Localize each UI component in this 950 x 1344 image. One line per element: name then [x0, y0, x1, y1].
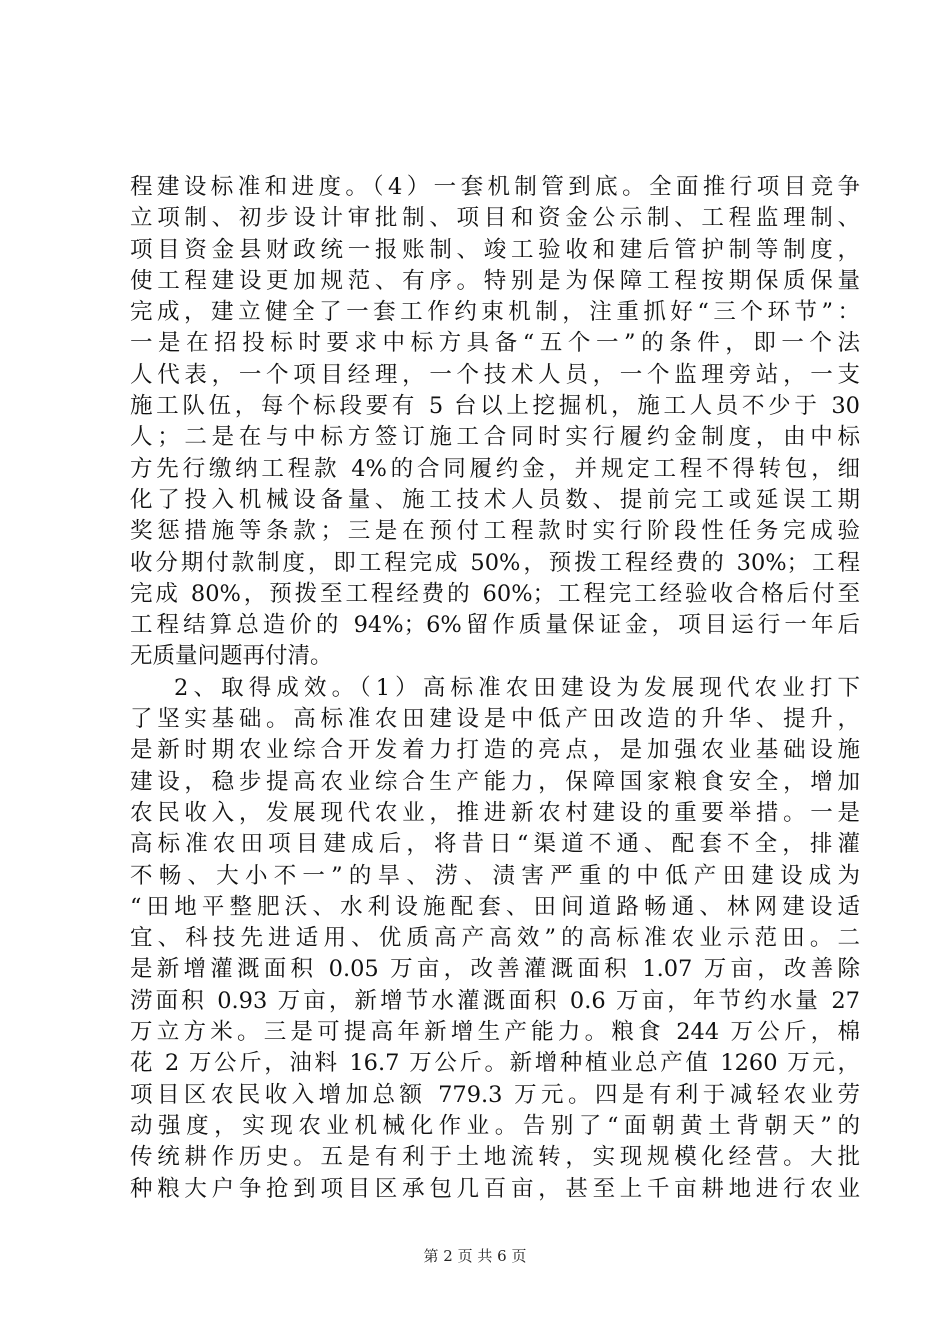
text-line: 无质量问题再付清。: [130, 643, 333, 670]
text-line: 花 2 万公斤，油料 16.7 万公斤。新增种植业总产值 1260 万元，: [130, 1050, 860, 1077]
text-line: 不畅、大小不一”的旱、涝、渍害严重的中低产田建设成为: [130, 862, 860, 889]
text-line: 是新增灌溉面积 0.05 万亩，改善灌溉面积 1.07 万亩，改善除: [130, 956, 860, 983]
text-line: 种粮大户争抢到项目区承包几百亩，甚至上千亩耕地进行农业: [130, 1175, 860, 1202]
text-line: 立项制、初步设计审批制、项目和资金公示制、工程监理制、: [130, 205, 860, 232]
text-line: 方先行缴纳工程款 4%的合同履约金，并规定工程不得转包，细: [130, 455, 860, 482]
page-footer: [0, 1245, 950, 1266]
text-line: 人；二是在与中标方签订施工合同时实行履约金制度，由中标: [130, 424, 860, 451]
text-line: 传统耕作历史。五是有利于土地流转，实现规模化经营。大批: [130, 1144, 860, 1171]
text-line: 一是在招投标时要求中标方具备“五个一”的条件，即一个法: [130, 330, 860, 357]
text-line: 了坚实基础。高标准农田建设是中低产田改造的升华、提升，: [130, 706, 860, 733]
text-line: “田地平整肥沃、水利设施配套、田间道路畅通、林网建设适: [130, 893, 860, 920]
text-line: 程建设标准和进度。（4）一套机制管到底。全面推行项目竞争: [130, 174, 860, 200]
text-line: 涝面积 0.93 万亩，新增节水灌溉面积 0.6 万亩，年节约水量 27: [130, 987, 860, 1014]
text-line: 是新时期农业综合开发着力打造的亮点，是加强农业基础设施: [130, 737, 860, 764]
text-line: 万立方米。三是可提高年新增生产能力。粮食 244 万公斤，棉: [130, 1019, 860, 1046]
text-line: 工程结算总造价的 94%；6%留作质量保证金，项目运行一年后: [130, 612, 860, 639]
text-line: 宜、科技先进适用、优质高产高效”的高标准农业示范田。二: [130, 925, 860, 952]
text-line: 2、取得成效。（1）高标准农田建设为发展现代农业打下: [174, 674, 860, 701]
text-line: 奖惩措施等条款；三是在预付工程款时实行阶段性任务完成验: [130, 518, 860, 545]
text-line: 农民收入，发展现代农业，推进新农村建设的重要举措。一是: [130, 799, 860, 826]
text-line: 项目区农民收入增加总额 779.3 万元。四是有利于减轻农业劳: [130, 1081, 860, 1108]
text-line: 施工队伍，每个标段要有 5 台以上挖掘机，施工人员不少于 30: [130, 393, 860, 420]
page-number-indicator: 第 2 页 共 6 页: [423, 1247, 527, 1265]
text-line: 收分期付款制度，即工程完成 50%，预拨工程经费的 30%；工程: [130, 549, 860, 576]
text-line: 完成，建立健全了一套工作约束机制，注重抓好“三个环节”：: [130, 299, 860, 326]
text-line: 高标准农田项目建成后，将昔日“渠道不通、配套不全，排灌: [130, 831, 860, 858]
body-text: [130, 172, 860, 1205]
text-line: 动强度，实现农业机械化作业。告别了“面朝黄土背朝天”的: [130, 1112, 860, 1139]
text-line: 使工程建设更加规范、有序。特别是为保障工程按期保质保量: [130, 267, 860, 294]
text-line: 项目资金县财政统一报账制、竣工验收和建后管护制等制度，: [130, 236, 860, 263]
text-line: 建设，稳步提高农业综合生产能力，保障国家粮食安全，增加: [130, 768, 860, 795]
text-line: 化了投入机械设备量、施工技术人员数、提前完工或延误工期: [130, 486, 860, 513]
text-line: 人代表，一个项目经理，一个技术人员，一个监理旁站，一支: [130, 361, 860, 388]
text-line: 完成 80%，预拨至工程经费的 60%；工程完工经验收合格后付至: [130, 580, 860, 607]
